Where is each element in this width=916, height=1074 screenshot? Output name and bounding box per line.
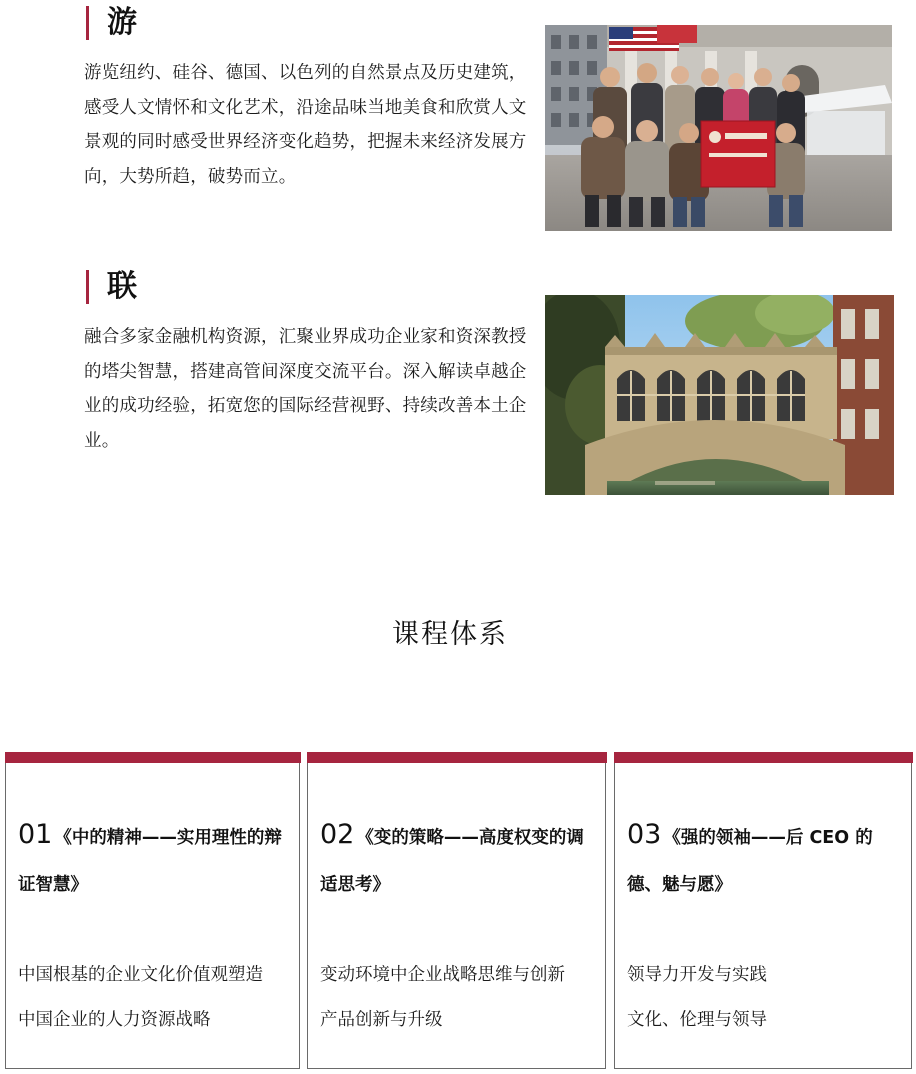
group-photo-new-york — [545, 25, 892, 231]
bridge-of-sighs-photo — [545, 295, 894, 495]
heading-accent-bar — [86, 270, 89, 304]
course-card-02 — [307, 752, 606, 1069]
course-topic-list — [18, 953, 293, 1043]
feature-heading-text: 联 — [107, 269, 137, 304]
course-topic: 领导力开发与实践 — [627, 965, 767, 985]
course-title — [320, 811, 597, 909]
card-accent-bar — [614, 752, 913, 763]
course-topic: 变动环境中企业战略思维与创新 — [320, 965, 565, 985]
course-topic: 中国根基的企业文化价值观塑造 — [18, 965, 263, 985]
feature-heading — [86, 6, 137, 40]
course-card-01 — [5, 752, 300, 1069]
course-topic: 产品创新与升级 — [320, 1010, 443, 1030]
course-title-text: 《强的领袖——后 CEO 的德、魅与愿》 — [627, 828, 873, 895]
feature-travel — [0, 0, 916, 250]
feature-heading — [86, 270, 137, 304]
card-accent-bar — [307, 752, 607, 763]
course-number: 03 — [627, 819, 662, 850]
course-topic-list — [627, 953, 905, 1043]
course-number: 02 — [320, 819, 355, 850]
feature-description: 游览纽约、硅谷、德国、以色列的自然景点及历史建筑，感受人文情怀和文化艺术，沿途品味当地美食和欣赏人文景观的同时感受世界经济变化趋势，把握未来经济发展方向，大势所趋，破势而立。 — [84, 63, 527, 187]
course-number: 01 — [18, 819, 53, 850]
feature-description: 融合多家金融机构资源，汇聚业界成功企业家和资深教授的塔尖智慧，搭建高管间深度交流平台。深入解读卓越企业的成功经验，拓宽您的国际经营视野、持续改善本土企业。 — [84, 327, 527, 451]
feature-heading-text: 游 — [107, 5, 137, 40]
course-topic: 文化、伦理与领导 — [627, 1010, 767, 1030]
course-title — [627, 811, 903, 909]
course-title — [18, 811, 291, 909]
course-topic: 中国企业的人力资源战略 — [18, 1010, 211, 1030]
section-title: 课程体系 — [392, 619, 508, 650]
course-card-03 — [614, 752, 912, 1069]
course-title-text: 《中的精神——实用理性的辩证智慧》 — [18, 828, 282, 895]
card-accent-bar — [5, 752, 301, 763]
feature-network — [0, 262, 916, 512]
heading-accent-bar — [86, 6, 89, 40]
course-title-text: 《变的策略——高度权变的调适思考》 — [320, 828, 584, 895]
course-topic-list — [320, 953, 599, 1043]
